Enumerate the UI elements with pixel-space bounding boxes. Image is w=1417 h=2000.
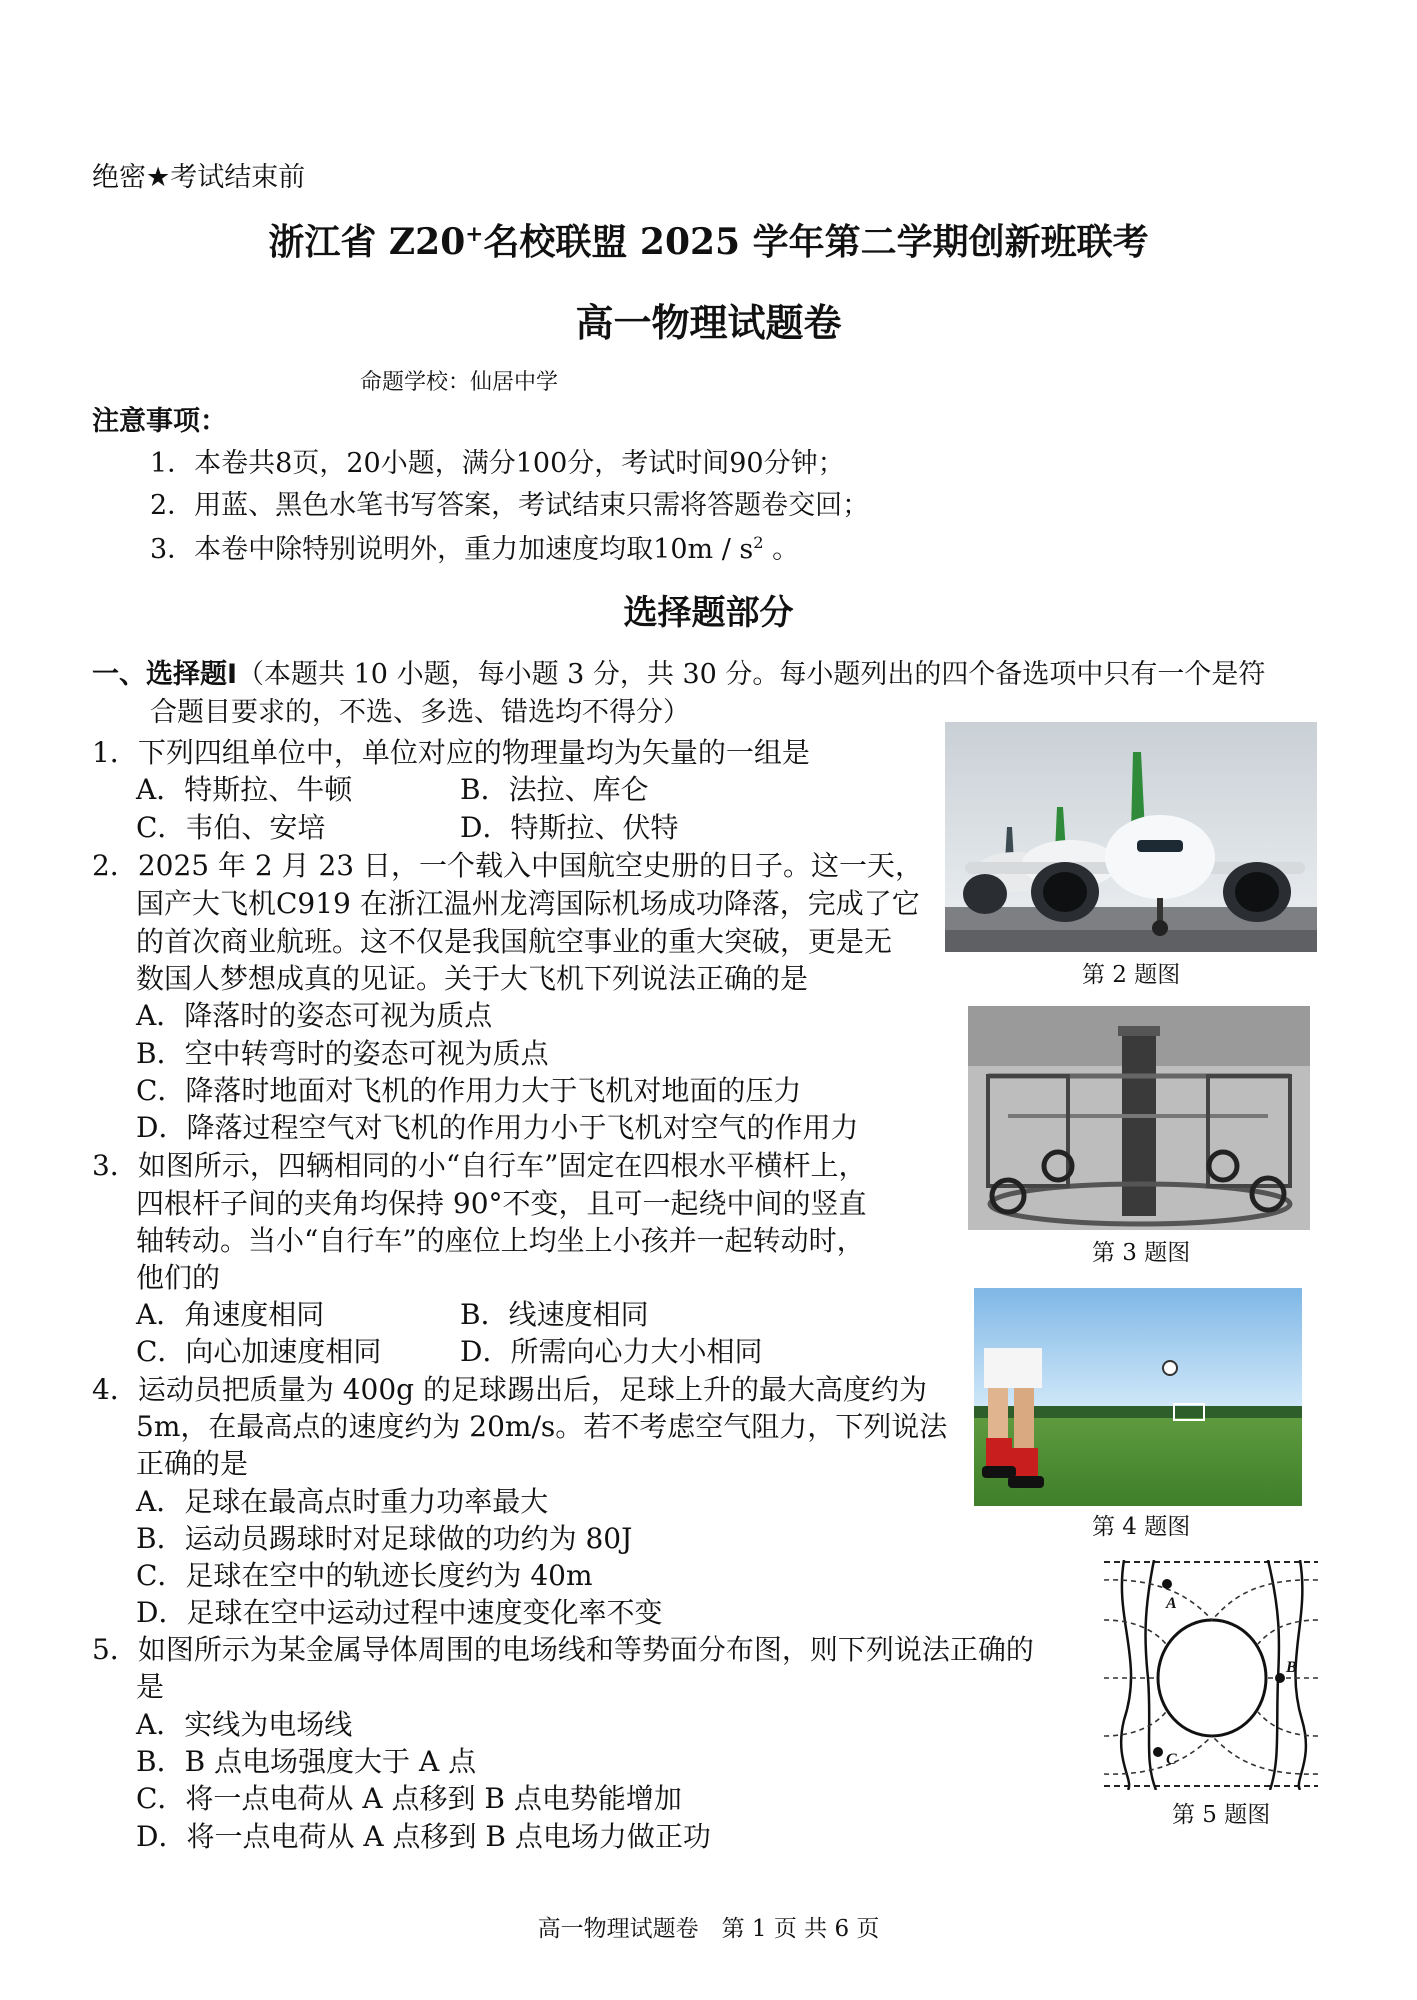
q2-option-b: B．空中转弯时的姿态可视为质点 <box>136 1037 549 1070</box>
q3-option-b: B．线速度相同 <box>460 1298 649 1331</box>
notice-item-1: 1．本卷共8页，20小题，满分100分，考试时间90分钟； <box>150 448 845 479</box>
q4-option-b: B．运动员踢球时对足球做的功约为 80J <box>136 1522 633 1555</box>
q2-stem-1: 2．2025 年 2 月 23 日，一个载入中国航空史册的日子。这一天， <box>92 849 924 882</box>
notice-item-3-text: 3．本卷中除特别说明外，重力加速度均取10m / s <box>150 534 754 565</box>
q3-stem-2: 四根杆子间的夹角均保持 90°不变，且可一起绕中间的竖直 <box>136 1187 867 1220</box>
q1-option-b: B．法拉、库仑 <box>460 773 649 806</box>
part-desc-1: （本题共 10 小题，每小题 3 分，共 30 分。每小题列出的四个备选项中只有一个是符 <box>237 659 1266 690</box>
exam-title-post: 名校联盟 2025 学年第二学期创新班联考 <box>483 221 1149 263</box>
q4-stem-3: 正确的是 <box>136 1447 249 1480</box>
point-b-label: B <box>1286 1659 1297 1676</box>
q4-stem-2: 5m，在最高点的速度约为 20m/s。若不考虑空气阻力，下列说法 <box>136 1410 948 1443</box>
point-a-marker <box>1162 1579 1172 1589</box>
bicycle-carousel-image <box>968 1006 1310 1230</box>
setter-school: 命题学校：仙居中学 <box>360 370 559 395</box>
q3-option-a: A．角速度相同 <box>136 1298 325 1331</box>
point-c-label: C <box>1166 1751 1177 1768</box>
q1-stem: 1．下列四组单位中，单位对应的物理量均为矢量的一组是 <box>92 736 810 769</box>
exam-title-pre: 浙江省 Z20 <box>268 221 466 263</box>
section-title: 选择题部分 <box>623 593 794 633</box>
q3-stem-3: 轴转动。当小“自行车”的座位上均坐上小孩并一起转动时， <box>136 1224 865 1257</box>
figure-5-field-diagram <box>1104 1560 1318 1790</box>
secret-mark: 绝密★考试结束前 <box>92 162 306 193</box>
q2-option-a: A．降落时的姿态可视为质点 <box>136 999 493 1032</box>
figure-2-airplane-photo <box>945 722 1317 952</box>
figure-4-caption: 第 4 题图 <box>1092 1514 1191 1540</box>
q1-option-a: A．特斯拉、牛顿 <box>136 773 353 806</box>
point-a-label: A <box>1166 1595 1177 1612</box>
notice-item-3-sup: 2 <box>753 533 764 552</box>
q5-option-a: A．实线为电场线 <box>136 1708 353 1741</box>
point-b-marker <box>1275 1673 1285 1683</box>
q2-stem-3: 的首次商业航班。这不仅是我国航空事业的重大突破，更是无 <box>136 925 893 958</box>
q2-stem-4: 数国人梦想成真的见证。关于大飞机下列说法正确的是 <box>136 962 809 995</box>
figure-4-soccer-photo <box>974 1288 1302 1506</box>
part-intro <box>92 657 1265 693</box>
page-footer: 高一物理试题卷 第 1 页 共 6 页 <box>537 1916 880 1942</box>
q3-option-c: C．向心加速度相同 <box>136 1335 382 1368</box>
q4-option-c: C．足球在空中的轨迹长度约为 40m <box>136 1559 593 1592</box>
notice-heading: 注意事项： <box>92 406 227 437</box>
field-lines-diagram <box>1104 1560 1318 1790</box>
q4-stem-1: 4．运动员把质量为 400g 的足球踢出后，足球上升的最大高度约为 <box>92 1373 927 1406</box>
q5-option-d: D．将一点电荷从 A 点移到 B 点电场力做正功 <box>136 1820 711 1853</box>
q5-option-c: C．将一点电荷从 A 点移到 B 点电势能增加 <box>136 1782 682 1815</box>
airplane-image <box>945 722 1317 952</box>
q4-option-d: D．足球在空中运动过程中速度变化率不变 <box>136 1596 663 1629</box>
figure-3-caption: 第 3 题图 <box>1092 1240 1191 1266</box>
notice-item-3-tail: 。 <box>763 534 800 565</box>
q5-stem-1: 5．如图所示为某金属导体周围的电场线和等势面分布图，则下列说法正确的 <box>92 1633 1034 1666</box>
part-label: 一、选择题Ⅰ <box>92 659 238 690</box>
q3-stem-1: 3．如图所示，四辆相同的小“自行车”固定在四根水平横杆上， <box>92 1149 867 1182</box>
q3-option-d: D．所需向心力大小相同 <box>460 1335 763 1368</box>
exam-subtitle: 高一物理试题卷 <box>575 301 842 345</box>
figure-3-bicycle-photo <box>968 1006 1310 1230</box>
q5-option-b: B．B 点电场强度大于 A 点 <box>136 1745 477 1778</box>
q4-option-a: A．足球在最高点时重力功率最大 <box>136 1485 549 1518</box>
q1-option-d: D．特斯拉、伏特 <box>460 811 679 844</box>
q5-stem-2: 是 <box>136 1670 165 1703</box>
q2-option-d: D．降落过程空气对飞机的作用力小于飞机对空气的作用力 <box>136 1111 859 1144</box>
part-desc-2: 合题目要求的，不选、多选、错选均不得分） <box>150 697 690 728</box>
notice-item-2: 2．用蓝、黑色水笔书写答案，考试结束只需将答题卷交回； <box>150 490 870 521</box>
figure-5-caption: 第 5 题图 <box>1172 1802 1271 1828</box>
exam-title-sup: + <box>465 222 484 247</box>
q2-option-c: C．降落时地面对飞机的作用力大于飞机对地面的压力 <box>136 1074 802 1107</box>
soccer-kick-image <box>974 1288 1302 1506</box>
exam-title <box>0 218 1417 266</box>
notice-item-3 <box>150 532 799 568</box>
q2-stem-2: 国产大飞机C919 在浙江温州龙湾国际机场成功降落，完成了它 <box>136 887 920 920</box>
figure-2-caption: 第 2 题图 <box>1082 962 1181 988</box>
point-c-marker <box>1153 1747 1163 1757</box>
q3-stem-4: 他们的 <box>136 1261 221 1294</box>
q1-option-c: C．韦伯、安培 <box>136 811 326 844</box>
